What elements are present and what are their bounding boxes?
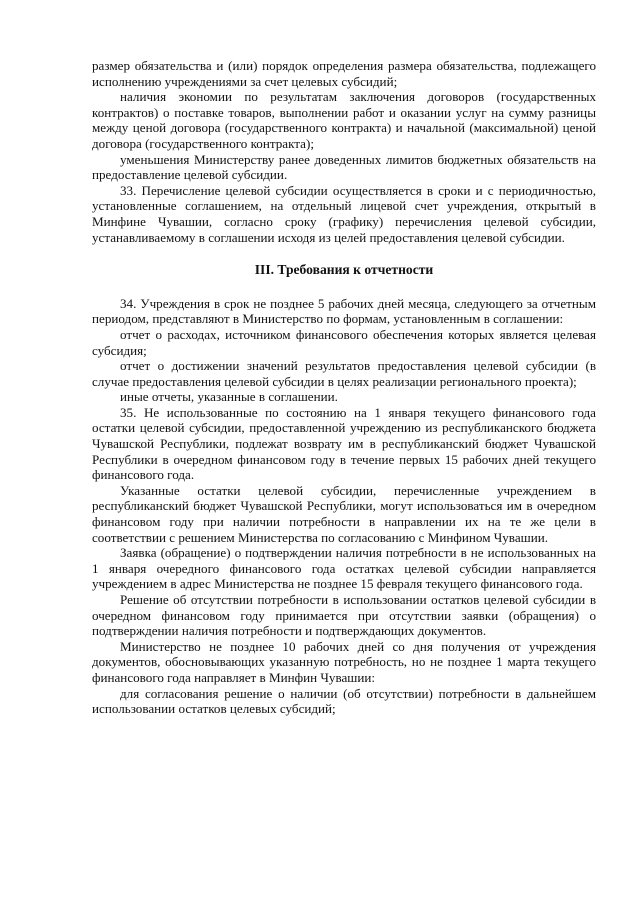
paragraph-remaining-balances: Указанные остатки целевой субсидии, перечисленные учреждением в республиканский бюджет Чувашской Республики, могут использоваться им в очередном финансовом году при наличии потребности в направлении их на те же цели в соответствии с решением Министерства по согласованию с Минфином Чувашии. — [92, 482, 596, 545]
paragraph-reduction: уменьшения Министерству ранее доведенных лимитов бюджетных обязательств на предоставление целевой субсидии. — [92, 151, 596, 183]
paragraph-application: Заявка (обращение) о подтверждении наличия потребности в не использованных на 1 января очередного финансового года остатках целевой субсидии направляется учреждением в адрес Министерства не позднее 15 февраля текущего финансового года. — [92, 545, 596, 592]
paragraph-33: 33. Перечисление целевой субсидии осуществляется в сроки и с периодичностью, установленные соглашением, на отдельный лицевой счет учреждения, открытый в Минфине Чувашии, согласно сроку (графику) перечисления целевой субсидии, устанавливаемому в соглашении исходя из целей предоставления целевой субсидии. — [92, 182, 596, 245]
paragraph-approval: для согласования решение о наличии (об отсутствии) потребности в дальнейшем использовании остатков целевых субсидий; — [92, 685, 596, 717]
paragraph-expense-report: отчет о расходах, источником финансового обеспечения которых является целевая субсидия; — [92, 326, 596, 358]
paragraph-35: 35. Не использованные по состоянию на 1 января текущего финансового года остатки целевой субсидии, предоставленной учреждению из республиканского бюджета Чувашской Республики, подлежат возврату им в республиканский бюджет Чувашской Республики в очередном финансовом году в течение первых 15 рабочих дней текущего финансового года. — [92, 404, 596, 483]
paragraph-decision: Решение об отсутствии потребности в использовании остатков целевой субсидии в очередном финансовом году принимается при отсутствии заявки (обращения) о подтверждении наличия потребности и подтверждающих документов. — [92, 592, 596, 639]
paragraph-34: 34. Учреждения в срок не позднее 5 рабочих дней месяца, следующего за отчетным периодом, представляют в Министерство по формам, установленным в соглашении: — [92, 295, 596, 327]
section-title: III. Требования к отчетности — [254, 262, 434, 278]
paragraph-other-reports: иные отчеты, указанные в соглашении. — [120, 389, 338, 405]
paragraph-ministry-deadline: Министерство не позднее 10 рабочих дней со дня получения от учреждения документов, обосновывающих указанную потребность, но не позднее 1 марта текущего финансового года направляет в Минфин Чувашии: — [92, 638, 596, 685]
document-body — [92, 58, 596, 717]
paragraph-obligation-amount: размер обязательства и (или) порядок определения размера обязательства, подлежащего исполнению учреждениями за счет целевых субсидий; — [92, 58, 596, 89]
paragraph-savings: наличия экономии по результатам заключения договоров (государственных контрактов) о поставке товаров, выполнении работ и оказании услуг на сумму разницы между ценой договора (государственного контракта) и начальной (максимальной) ценой договора (государственного контракта); — [92, 89, 596, 151]
paragraph-results-report: отчет о достижении значений результатов предоставления целевой субсидии (в случае предоставления целевой субсидии в целях реализации регионального проекта); — [92, 358, 596, 389]
